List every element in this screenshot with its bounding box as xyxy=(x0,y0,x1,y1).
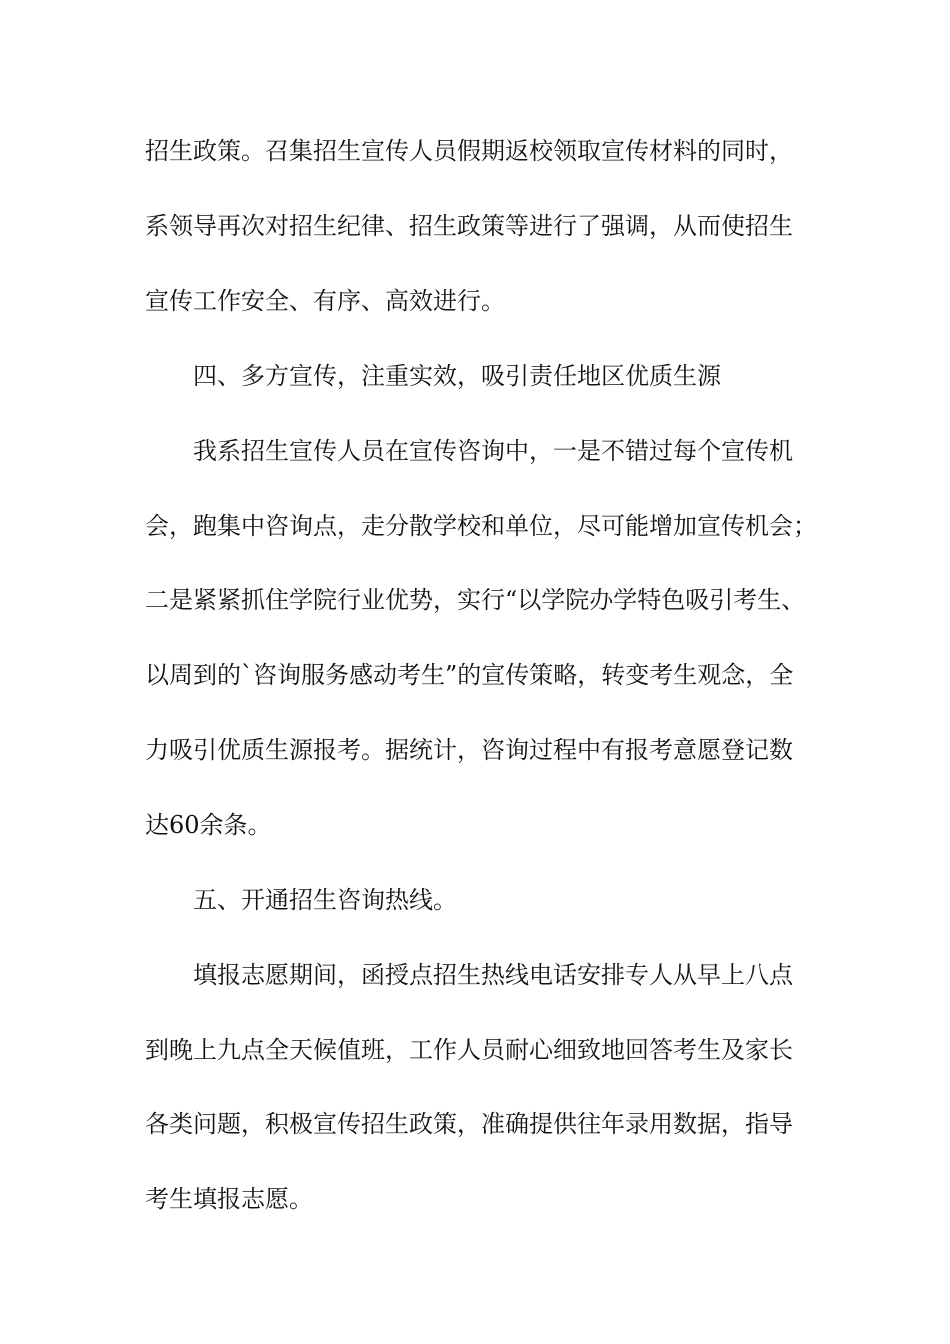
paragraph-line: 系领导再次对招生纪律、招生政策等进行了强调，从而使招生 xyxy=(145,212,793,240)
paragraph-line: 填报志愿期间，函授点招生热线电话安排专人从早上八点 xyxy=(193,961,793,989)
paragraph-line: 到晚上九点全天候值班，工作人员耐心细致地回答考生及家长 xyxy=(145,1036,793,1064)
paragraph-line: 力吸引优质生源报考。据统计，咨询过程中有报考意愿登记数 xyxy=(145,736,793,764)
section-heading: 四、多方宣传，注重实效，吸引责任地区优质生源 xyxy=(193,362,721,390)
paragraph-line: 会，跑集中咨询点，走分散学校和单位，尽可能增加宣传机会； xyxy=(145,512,817,540)
paragraph-line: 各类问题，积极宣传招生政策，准确提供往年录用数据，指导 xyxy=(145,1110,793,1138)
paragraph-line: 我系招生宣传人员在宣传咨询中，一是不错过每个宣传机 xyxy=(193,437,793,465)
paragraph-line: 宣传工作安全、有序、高效进行。 xyxy=(145,287,505,315)
paragraph-line: 招生政策。召集招生宣传人员假期返校领取宣传材料的同时， xyxy=(145,137,793,165)
paragraph-line: 以周到的`咨询服务感动考生”的宣传策略，转变考生观念，全 xyxy=(145,661,794,689)
section-heading: 五、开通招生咨询热线。 xyxy=(193,886,457,914)
paragraph-line: 考生填报志愿。 xyxy=(145,1185,313,1213)
paragraph-line: 二是紧紧抓住学院行业优势，实行“以学院办学特色吸引考生、 xyxy=(145,586,806,614)
paragraph-line: 达60余条。 xyxy=(145,811,272,839)
